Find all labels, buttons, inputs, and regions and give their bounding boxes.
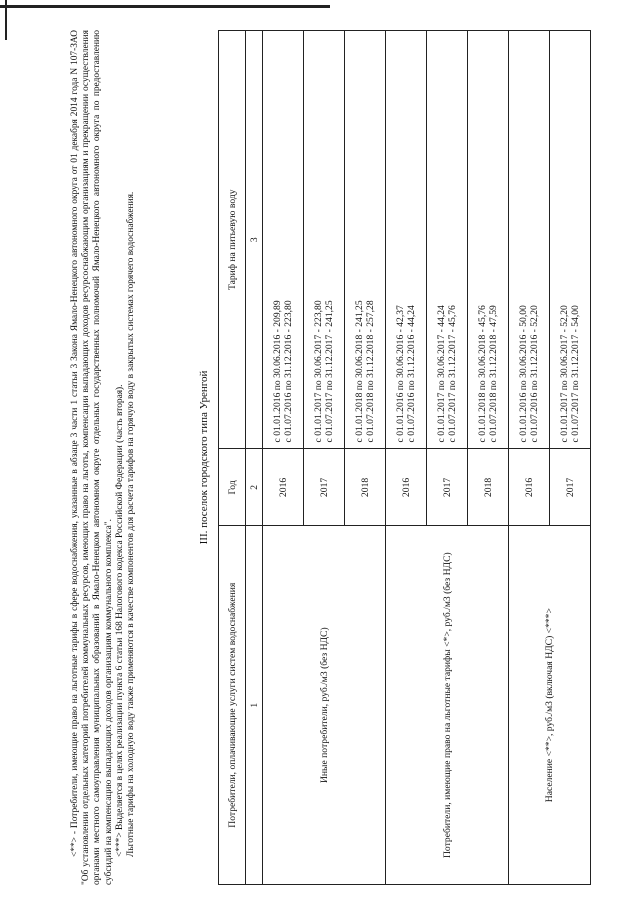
year-cell: 2016 (386, 449, 427, 526)
scan-edge-line (0, 5, 330, 8)
section-heading: III. поселок городского типа Уренгой (198, 370, 210, 545)
footnote-triple-asterisk: <***> Выделяется в целях реализации пункта 6 статьи 168 Налогового кодекса Российской Федерации (часть вторая). (114, 384, 125, 857)
column-number-1: 1 (246, 526, 263, 885)
year-cell: 2018 (345, 449, 386, 526)
tariff-line: с 01.07.2017 по 31.12.2017 - 241,25 (324, 300, 335, 443)
tariff-cell (550, 31, 591, 449)
table-row (263, 31, 304, 885)
rotated-document-page (70, 30, 615, 885)
category-preferential-consumers: Потребители, имеющие право на льготные тарифы <*>, руб./м3 (без НДС) (386, 526, 509, 885)
year-cell: 2017 (304, 449, 345, 526)
table-row (386, 31, 427, 885)
column-number-2: 2 (246, 449, 263, 526)
footnotes (70, 30, 188, 885)
scan-edge-mark (5, 0, 7, 40)
tariff-line: с 01.07.2017 по 31.12.2017 - 45,76 (447, 305, 458, 443)
tariff-line: с 01.07.2016 по 31.12.2016 - 44,24 (406, 305, 417, 443)
tariff-cell (304, 31, 345, 449)
column-number-3: 3 (246, 31, 263, 449)
category-other-consumers: Иные потребители, руб./м3 (без НДС) (263, 526, 386, 885)
year-cell: 2016 (509, 449, 550, 526)
tariff-line: с 01.07.2017 по 31.12.2017 - 54,00 (570, 305, 581, 443)
footnote-double-asterisk: <**> - Потребители, имеющие право на льготные тарифы в сфере водоснабжения, указанные в абзаце 3 части 1 статьи 3 Закона Ямало-Ненецкого автономного округа от 01 декабря 2014 года N 107-ЗАО "Об установлении отдельных категорий потребителей коммунальных ресурсов, имеющих право на льготы, компенсации выпадающих доходов ресурсоснабжающим организациям и прекращении осуществления органами местного самоуправления муниципальных образований в Ямало-Ненецком автономном округе отдельных государственных полномочий Ямало-Ненецкого автономного округа по предоставлению субсидий на компенсацию выпадающих доходов организациям коммунального комплекса". (70, 30, 114, 885)
year-cell: 2016 (263, 449, 304, 526)
tariff-cell (509, 31, 550, 449)
tariff-line: с 01.01.2018 по 30.06.2018 - 241,25 (354, 300, 365, 443)
column-number-row (246, 31, 263, 885)
table-row (509, 31, 550, 885)
year-cell: 2017 (427, 449, 468, 526)
tariff-line: с 01.01.2016 по 30.06.2016 - 209,89 (272, 300, 283, 443)
year-cell: 2017 (550, 449, 591, 526)
tariff-cell (263, 31, 304, 449)
tariff-cell (386, 31, 427, 449)
tariff-line: с 01.01.2018 по 30.06.2018 - 45,76 (477, 305, 488, 443)
tariff-line: с 01.01.2017 по 30.06.2017 - 223,80 (313, 300, 324, 443)
category-population: Население <**>, руб./м3 (включая НДС) <***> (509, 526, 591, 885)
tariff-line: с 01.01.2016 по 30.06.2016 - 42,37 (395, 305, 406, 443)
tariff-table (218, 30, 591, 885)
tariff-line: с 01.01.2017 по 30.06.2017 - 44,24 (436, 305, 447, 443)
tariff-line: с 01.07.2018 по 31.12.2018 - 257,28 (365, 300, 376, 443)
table-header-row (219, 31, 246, 885)
tariff-cell (468, 31, 509, 449)
tariff-line: с 01.01.2016 по 30.06.2016 - 50,00 (518, 305, 529, 443)
tariff-line: с 01.07.2016 по 31.12.2016 - 223,80 (283, 300, 294, 443)
header-consumers: Потребители, оплачивающие услуги систем водоснабжения (219, 526, 246, 885)
tariff-line: с 01.07.2016 по 31.12.2016 - 52,20 (529, 305, 540, 443)
header-year: Год (219, 449, 246, 526)
tariff-line: с 01.07.2018 по 31.12.2018 - 47,59 (488, 305, 499, 443)
note-closed-systems: Льготные тарифы на холодную воду также применяются в качестве компонентов для расчета тарифов на горячую воду в закрытых системах горячего водоснабжения. (126, 191, 137, 857)
tariff-line: с 01.01.2017 по 30.06.2017 - 52,20 (559, 305, 570, 443)
year-cell: 2018 (468, 449, 509, 526)
tariff-cell (345, 31, 386, 449)
tariff-cell (427, 31, 468, 449)
header-tariff: Тариф на питьевую воду (219, 31, 246, 449)
